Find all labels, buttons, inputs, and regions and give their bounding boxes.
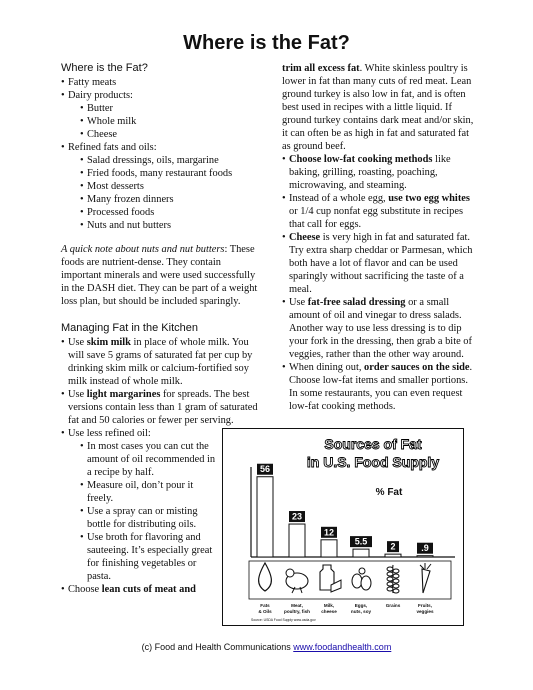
- list-item: • Refined fats and oils: • Salad dressings, oils, margarine • Fried foods, many restaurant foods • Most desserts • Many frozen dinners • Processed foods • Nuts and nut butters: [61, 141, 261, 232]
- category-label: Fats: [260, 603, 270, 608]
- y-axis-label: % Fat: [375, 487, 403, 498]
- list-item: • Use broth for flavoring and sauteeing. It’s especially great for finishing vegetables or pasta.: [68, 531, 216, 583]
- grain-icon: [387, 565, 399, 593]
- fat-sources-list: [61, 76, 261, 232]
- note-lead: A quick note about nuts and nut butters: [61, 244, 225, 255]
- list-item: • Whole milk: [68, 115, 261, 128]
- bar: [257, 477, 273, 557]
- chart-title: in U.S. Food Supply: [306, 454, 440, 470]
- list-item: • Many frozen dinners: [68, 193, 261, 206]
- data-label: .9: [421, 543, 429, 554]
- right-tips-list: [282, 153, 477, 413]
- chart-source: Source: USDA Food Supply www.usda.gov: [251, 618, 316, 622]
- bar: [417, 556, 433, 557]
- section-heading-kitchen: Managing Fat in the Kitchen: [61, 322, 198, 334]
- milk-cheese-icon: [320, 565, 341, 592]
- list-item: • Instead of a whole egg, use two egg whites or 1/4 cup nonfat egg substitute in recipes that call for eggs.: [282, 192, 477, 231]
- list-item: • Use skim milk in place of whole milk. You will save 5 grams of saturated fat per cup by drinking skim milk or calcium-fortified soy milk instead of whole milk.: [61, 336, 261, 388]
- data-label: 56: [259, 464, 271, 475]
- data-label: 23: [291, 511, 303, 522]
- data-label: 5.5: [354, 536, 368, 547]
- list-item: • Salad dressings, oils, margarine: [68, 154, 261, 167]
- website-link[interactable]: www.foodandhealth.com: [293, 642, 392, 652]
- category-label: cheese: [321, 609, 337, 614]
- dairy-sublist: [68, 102, 261, 141]
- category-label: poultry, fish: [284, 609, 310, 614]
- icon-strip: [249, 561, 451, 599]
- category-label: Grains: [385, 603, 401, 608]
- footer: (c) Food and Health Communications www.foodandhealth.com: [141, 642, 392, 652]
- category-label: nuts, soy: [350, 609, 372, 614]
- bar: [321, 540, 337, 557]
- list-item: • Cheese: [68, 128, 261, 141]
- note-body: : These foods are nutrient-dense. They contain important minerals and were used successfully in the DASH diet. They can be part of a weight loss plan, but should be included sparingly.: [61, 244, 258, 307]
- eggs-nuts-icon: [352, 568, 371, 590]
- list-item: • Fried foods, many restaurant foods: [68, 167, 261, 180]
- list-item: • Processed foods: [68, 206, 261, 219]
- carrot-icon: [420, 563, 431, 593]
- data-label: 12: [323, 527, 335, 538]
- list-item: • Choose low-fat cooking methods like baking, grilling, roasting, poaching, microwaving, and steaming.: [282, 153, 477, 192]
- list-item: • Choose lean cuts of meat and: [61, 583, 261, 596]
- oil-sublist: [68, 440, 216, 583]
- fat-sources-chart: [222, 428, 464, 626]
- list-item: • Butter: [68, 102, 261, 115]
- list-item: • Measure oil, don’t pour it freely.: [68, 479, 216, 505]
- nuts-note: [61, 243, 261, 308]
- section-heading-where: Where is the Fat?: [61, 62, 148, 74]
- list-item: • Use less refined oil: • In most cases you can cut the amount of oil recommended in a recipe by half. • Measure oil, don’t pour it freely. • Use a spray can or misting bottle for distributing oils. • Use broth for flavoring and sauteeing. It’s especially great for finishing vegetables or pasta.: [61, 427, 261, 583]
- right-column: [282, 62, 477, 413]
- list-item: • When dining out, order sauces on the side. Choose low-fat items and smaller portions. In some restaurants, you can even request low-fat cooking methods.: [282, 361, 477, 413]
- category-label: veggies: [416, 609, 434, 614]
- category-label: Fruits,: [417, 603, 433, 608]
- list-item: • Nuts and nut butters: [68, 219, 261, 232]
- category-label: Eggs,: [354, 603, 368, 608]
- list-item: • In most cases you can cut the amount of oil recommended in a recipe by half.: [68, 440, 216, 479]
- bar: [289, 524, 305, 557]
- list-item: • Most desserts: [68, 180, 261, 193]
- list-item: • Use light margarines for spreads. The best versions contain less than 1 gram of saturated fat and 50 calories or fewer per serving.: [61, 388, 261, 427]
- list-item: • Dairy products: • Butter • Whole milk • Cheese: [61, 89, 261, 141]
- list-item: • Fatty meats: [61, 76, 261, 89]
- category-label: Milk,: [323, 603, 335, 608]
- data-label: 2: [390, 541, 396, 552]
- list-item: • Use a spray can or misting bottle for distributing oils.: [68, 505, 216, 531]
- category-label: & Oils: [258, 609, 272, 614]
- chart-title: Sources of Fat: [324, 436, 422, 452]
- oil-drop-icon: [259, 563, 272, 591]
- list-item: • Cheese is very high in fat and saturated fat. Try extra sharp cheddar or Parmesan, which both have a lot of flavor and can be used sparingly without sacrificing the taste of a meal.: [282, 231, 477, 296]
- category-label: Meat,: [291, 603, 303, 608]
- lean-meat-continued: trim all excess fat. White skinless poultry is lower in fat than many cuts of red meat. Lean ground turkey is also low in fat, and is often best used in recipes with a little liquid. If ground turkey contains dark meat and/or skin, it can often be as high in fat and saturated fat as ground beef.: [282, 63, 474, 152]
- page-title: Where is the Fat?: [183, 32, 350, 54]
- turkey-fish-icon: [286, 569, 308, 593]
- bar: [385, 554, 401, 557]
- chart-canvas: [223, 429, 463, 625]
- oils-sublist: [68, 154, 261, 232]
- bar: [353, 549, 369, 557]
- list-item: • Use fat-free salad dressing or a small amount of oil and vinegar to dress salads. Another way to use less dressing is to dip your fork in the dressing, then grab a bite of veggies, rather than the other way around.: [282, 296, 477, 361]
